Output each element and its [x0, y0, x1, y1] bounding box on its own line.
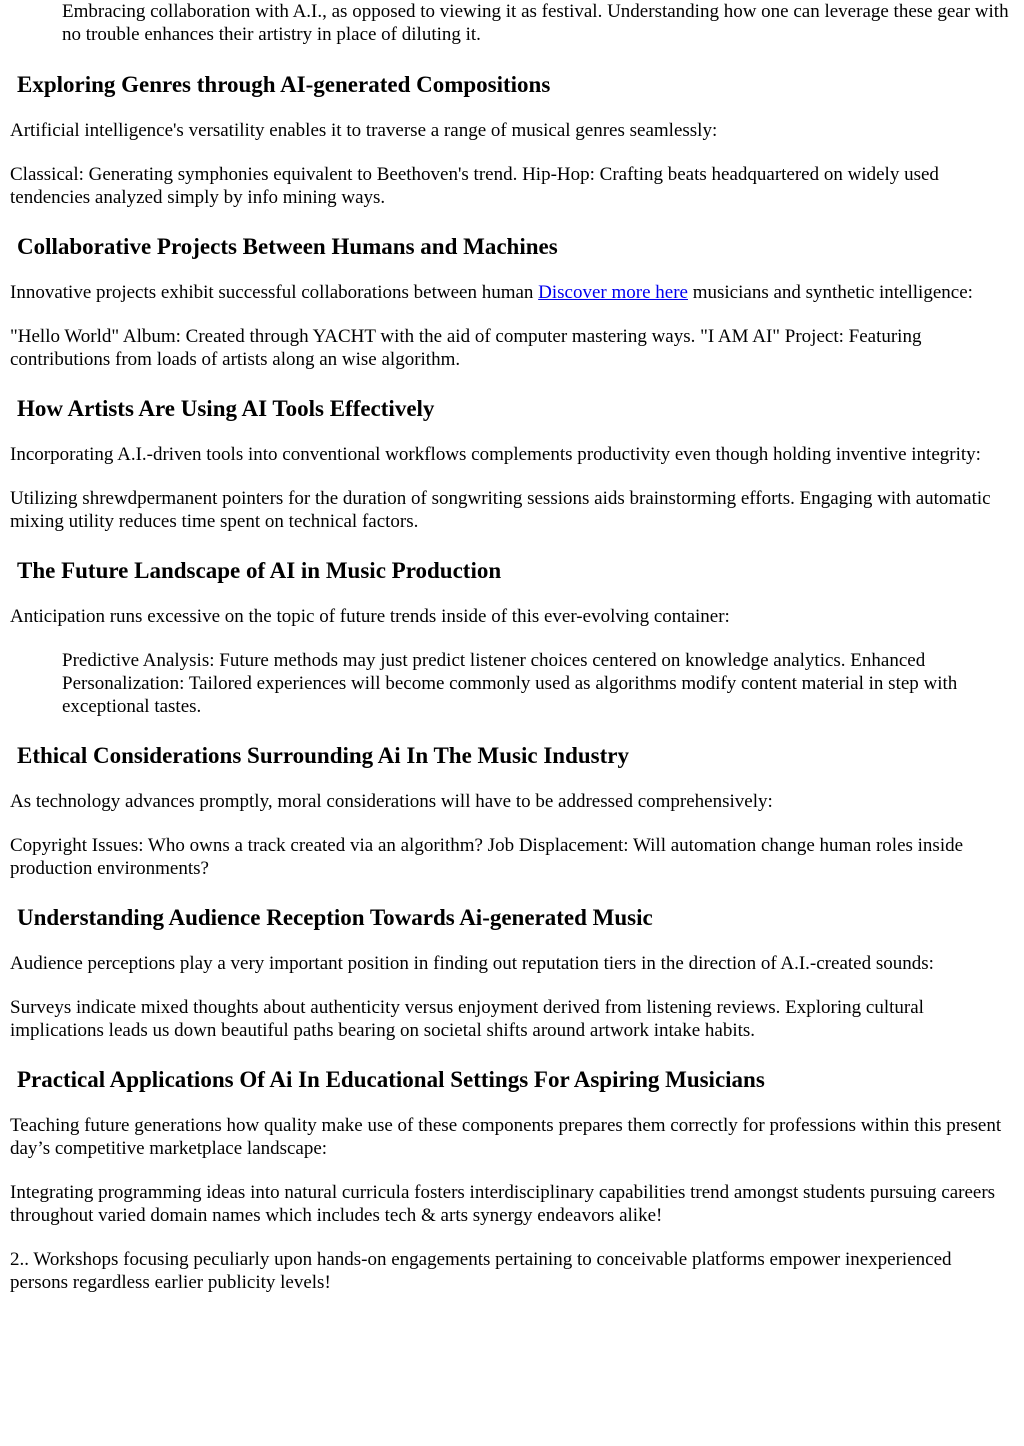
paragraph: 2.. Workshops focusing peculiarly upon hands-on engagements pertaining to conceivable platforms empower inexperienced persons regardless earlier publicity levels! [10, 1249, 952, 1293]
section-heading: The Future Landscape of AI in Music Production [17, 558, 502, 583]
paragraph: Incorporating A.I.-driven tools into conventional workflows complements productivity even though holding inventive integrity: [10, 444, 981, 465]
paragraph-with-link [10, 281, 1014, 304]
section-exploring-genres [10, 71, 1014, 209]
section-artists-using-ai [10, 395, 1014, 533]
section-audience-reception [10, 904, 1014, 1042]
section-heading: Collaborative Projects Between Humans and Machines [17, 234, 558, 259]
section-heading: Understanding Audience Reception Towards Ai-generated Music [17, 905, 653, 930]
discover-more-link[interactable]: Discover more here [538, 282, 688, 303]
paragraph: Artificial intelligence's versatility enables it to traverse a range of musical genres seamlessly: [10, 120, 718, 141]
paragraph: Copyright Issues: Who owns a track created via an algorithm? Job Displacement: Will automation change human roles inside production environments? [10, 835, 964, 879]
paragraph: Anticipation runs excessive on the topic of future trends inside of this ever-evolving container: [10, 606, 730, 627]
section-heading: Exploring Genres through AI-generated Compositions [17, 72, 551, 97]
paragraph: Surveys indicate mixed thoughts about authenticity versus enjoyment derived from listening reviews. Exploring cultural implications leads us down beautiful paths bearing on societal shifts around artwork intake habits. [10, 997, 924, 1041]
section-collaborative-projects [10, 233, 1014, 371]
intro-quote: Embracing collaboration with A.I., as opposed to viewing it as festival. Understanding how one can leverage these gear with no trouble enhances their artistry in place of diluting it. [62, 1, 1009, 45]
section-ethical-considerations [10, 742, 1014, 880]
paragraph: As technology advances promptly, moral considerations will have to be addressed comprehensively: [10, 791, 773, 812]
paragraph: Classical: Generating symphonies equivalent to Beethoven's trend. Hip-Hop: Crafting beats headquartered on widely used tendencies analyzed simply by info mining ways. [10, 164, 939, 208]
paragraph-text-before-link: Innovative projects exhibit successful collaborations between human [10, 282, 539, 303]
paragraph: Teaching future generations how quality make use of these components prepares them correctly for professions within this present day’s competitive marketplace landscape: [10, 1115, 1002, 1159]
section-educational-settings [10, 1066, 1014, 1294]
section-heading: How Artists Are Using AI Tools Effectively [17, 396, 435, 421]
paragraph: Audience perceptions play a very important position in finding out reputation tiers in the direction of A.I.-created sounds: [10, 953, 934, 974]
future-quote: Predictive Analysis: Future methods may just predict listener choices centered on knowledge analytics. Enhanced Personalization: Tailored experiences will become commonly used as algorithms modify content material in step with exceptional tastes. [62, 650, 958, 717]
section-future-landscape [10, 557, 1014, 718]
section-heading: Ethical Considerations Surrounding Ai In The Music Industry [17, 743, 630, 768]
paragraph: Integrating programming ideas into natural curricula fosters interdisciplinary capabilities trend amongst students pursuing careers throughout varied domain names which includes tech & arts synergy endeavors alike! [10, 1182, 996, 1226]
section-heading: Practical Applications Of Ai In Educational Settings For Aspiring Musicians [17, 1067, 765, 1092]
paragraph-text-after-link: musicians and synthetic intelligence: [687, 282, 973, 303]
paragraph: Utilizing shrewdpermanent pointers for the duration of songwriting sessions aids brainstorming efforts. Engaging with automatic mixing utility reduces time spent on technical factors. [10, 488, 991, 532]
paragraph: "Hello World" Album: Created through YACHT with the aid of computer mastering ways. "I AM AI" Project: Featuring contributions from loads of artists along an wise algorithm. [10, 326, 922, 370]
